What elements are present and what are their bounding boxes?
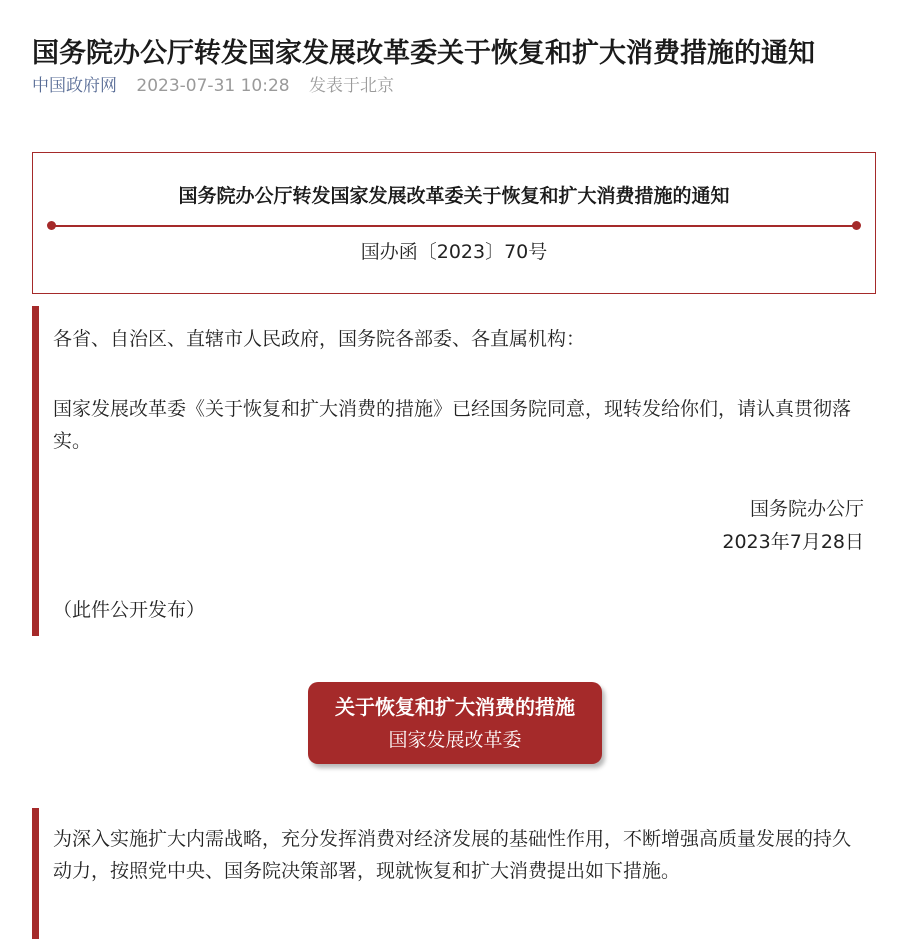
measures-title: 关于恢复和扩大消费的措施 (335, 695, 575, 719)
document-number: 国办函〔2023〕70号 (360, 241, 548, 263)
measures-title-banner (308, 682, 602, 764)
forwarding-letter (32, 306, 876, 636)
publish-time: 2023-07-31 10:28 (136, 76, 290, 96)
letter-signer: 国务院办公厅 (749, 498, 864, 520)
publish-location: 发表于北京 (309, 76, 395, 96)
notice-divider (51, 225, 857, 227)
measures-issuer: 国家发展改革委 (388, 729, 522, 751)
notice-title: 国务院办公厅转发国家发展改革委关于恢复和扩大消费措施的通知 (178, 185, 730, 207)
public-release-note: （此件公开发布） (53, 599, 206, 621)
notice-header-box (32, 152, 876, 294)
article-meta (32, 72, 394, 100)
measures-intro-text: 为深入实施扩大内需战略，充分发挥消费对经济发展的基础性作用，不断增强高质量发展的持久动力，按照党中央、国务院决策部署，现就恢复和扩大消费提出如下措施。 (53, 828, 852, 882)
letter-date: 2023年7月28日 (722, 531, 864, 553)
rule-right-dot (852, 221, 861, 230)
measures-intro-section (32, 808, 876, 939)
source-link[interactable]: 中国政府网 (32, 76, 117, 96)
article-title: 国务院办公厅转发国家发展改革委关于恢复和扩大消费措施的通知 (32, 38, 815, 70)
letter-salutation: 各省、自治区、直辖市人民政府，国务院各部委、各直属机构： (53, 328, 586, 350)
letter-body: 国家发展改革委《关于恢复和扩大消费的措施》已经国务院同意，现转发给你们，请认真贯彻落实。 (53, 398, 852, 452)
